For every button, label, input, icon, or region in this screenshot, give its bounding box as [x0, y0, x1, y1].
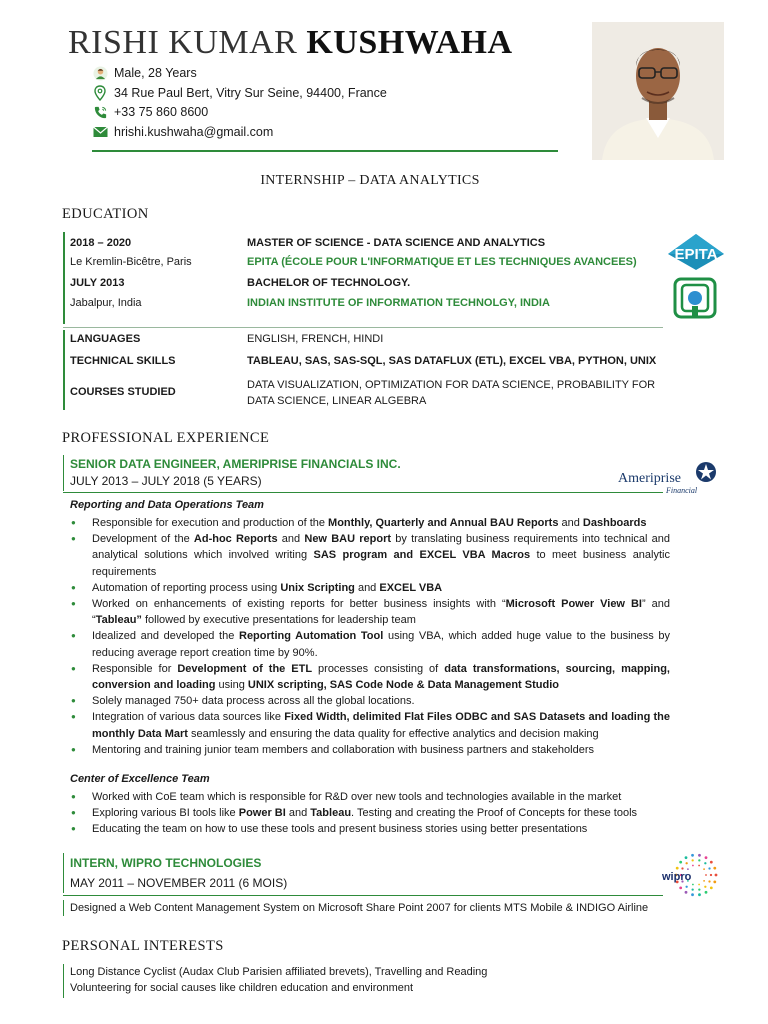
- first-name: RISHI KUMAR: [68, 24, 307, 61]
- job-left-bar: [63, 455, 64, 491]
- contact-address: 34 Rue Paul Bert, Vitry Sur Seine, 94400, France: [92, 84, 387, 102]
- wipro-logo-dot: [685, 856, 688, 859]
- skills-value: ENGLISH, FRENCH, HINDI: [247, 333, 384, 345]
- skills-label: TECHNICAL SKILLS: [70, 355, 176, 367]
- edu-period: JULY 2013: [70, 277, 125, 289]
- location-pin-icon: [92, 85, 108, 101]
- list-item: ● Idealized and developed the Reporting Automation Tool using VBA, which added huge value to the business by reducing average report creation time by 90%.: [70, 628, 670, 660]
- list-item: ● Mentoring and training junior team members and collaboration with business partners and stakeholders: [70, 742, 670, 758]
- wipro-logo-dot: [704, 886, 706, 888]
- education-heading: EDUCATION: [62, 206, 149, 222]
- wipro-logo-dot: [692, 859, 694, 861]
- job-dates: JULY 2013 – JULY 2018 (5 YEARS): [70, 474, 262, 488]
- svg-text:EPITA: EPITA: [674, 246, 718, 263]
- wipro-logo: [660, 852, 720, 898]
- wipro-logo-dot: [715, 874, 718, 877]
- objective-title: INTERNSHIP – DATA ANALYTICS: [260, 173, 480, 188]
- wipro-logo-dot: [704, 862, 706, 864]
- wipro-logo-dot: [698, 859, 700, 861]
- wipro-logo-dot: [681, 867, 683, 869]
- interests-heading: PERSONAL INTERESTS: [62, 938, 224, 954]
- epita-logo: [666, 232, 726, 272]
- wipro-logo-dot: [698, 893, 701, 896]
- skills-label: LANGUAGES: [70, 333, 141, 345]
- wipro-logo-dot: [713, 880, 716, 883]
- phone-icon: [92, 104, 108, 120]
- svg-text:Ameriprise: Ameriprise: [618, 471, 681, 486]
- edu-degree: BACHELOR OF TECHNOLOGY.: [247, 277, 411, 289]
- wipro-logo-dot: [698, 854, 701, 857]
- edu-degree: MASTER OF SCIENCE - DATA SCIENCE AND ANALYTICS: [247, 237, 546, 249]
- wipro-logo-dot: [705, 874, 707, 876]
- wipro-logo-dot: [687, 868, 689, 870]
- list-item: ● Exploring various BI tools like Power BI and Tableau. Testing and creating the Proof of Concepts for these tools: [70, 805, 670, 821]
- wipro-logo-dot: [710, 886, 713, 889]
- edu-school: INDIAN INSTITUTE OF INFORMATION TECHNOLGY, INDIA: [247, 297, 550, 309]
- job-description: Designed a Web Content Management System on Microsoft Share Point 2007 for clients MTS Mobile & INDIGO Airline: [70, 902, 649, 914]
- experience-heading: PROFESSIONAL EXPERIENCE: [62, 430, 270, 446]
- education-left-bar: [63, 232, 65, 324]
- email-icon: [92, 124, 108, 140]
- list-item: ● Responsible for execution and production of the Monthly, Quarterly and Annual BAU Reports and Dashboards: [70, 515, 670, 531]
- contact-email: [92, 123, 273, 141]
- skills-left-bar: [63, 330, 65, 410]
- wipro-logo-dot: [685, 886, 687, 888]
- wipro-logo-dot: [705, 891, 708, 894]
- wipro-logo-dot: [685, 862, 687, 864]
- wipro-logo-dot: [692, 865, 694, 867]
- wipro-logo-dot: [692, 884, 694, 886]
- job-left-bar: [63, 853, 64, 893]
- list-item: ● Worked with CoE team which is responsible for R&D over new tools and technologies available in the market: [70, 789, 670, 805]
- email-link[interactable]: hrishi.kushwaha@gmail.com: [114, 125, 274, 139]
- list-item: ● Responsible for Development of the ETL processes consisting of data transformations, sourcing, mapping, conversion and loading using UNIX scripting, SAS Code Node & Data Management Studio: [70, 661, 670, 693]
- edu-place: Jabalpur, India: [70, 297, 142, 309]
- ameriprise-logo: [618, 460, 718, 496]
- person-icon: [92, 65, 108, 81]
- job-title: SENIOR DATA ENGINEER, AMERIPRISE FINANCIALS INC.: [70, 457, 401, 471]
- wipro-logo-dot: [685, 891, 688, 894]
- list-item: ● Worked on enhancements of existing reports for better business insights with “Microsoft Power View BI” and “Tableau” followed by executive presentations for leadership team: [70, 596, 670, 628]
- wipro-logo-dot: [703, 880, 705, 882]
- wipro-logo-dot: [679, 861, 682, 864]
- skills-label: COURSES STUDIED: [70, 386, 176, 398]
- wipro-logo-dot: [692, 888, 694, 890]
- job1-team1-bullets: [70, 515, 670, 758]
- list-item: ● Development of the Ad-hoc Reports and New BAU report by translating business requirements into technical and analytical solutions which involved writing SAS program and EXCEL VBA Macros to meet business analytic requirements: [70, 531, 670, 580]
- wipro-logo-dot: [703, 868, 705, 870]
- edu-period: 2018 – 2020: [70, 237, 132, 249]
- profile-photo: [592, 22, 724, 160]
- list-item: ● Integration of various data sources like Fixed Width, delimited Flat Files ODBC and SAS Datasets and loading the monthly Data Mart seamlessly and ensuring the data quality for effective analytics and decision making: [70, 709, 670, 741]
- edu-school: EPITA (ÉCOLE POUR L'INFORMATIQUE ET LES TECHNIQUES AVANCEES): [247, 256, 637, 268]
- education-divider: [63, 327, 663, 328]
- wipro-logo-dot: [698, 884, 700, 886]
- wipro-logo-dot: [705, 856, 708, 859]
- contact-gender-age: Male, 28 Years: [92, 64, 197, 82]
- skills-value: DATA VISUALIZATION, OPTIMIZATION FOR DATA SCIENCE, PROBABILITY FOR DATA SCIENCE, LINEAR ALGEBRA: [247, 379, 656, 407]
- last-name: KUSHWAHA: [306, 24, 513, 61]
- team-name: Center of Excellence Team: [70, 773, 210, 785]
- edu-place: Le Kremlin-Bicêtre, Paris: [70, 256, 192, 268]
- list-item: ● Automation of reporting process using Unix Scripting and EXCEL VBA: [70, 580, 670, 596]
- desc-left-bar: [63, 900, 64, 916]
- wipro-logo-dot: [713, 867, 716, 870]
- list-item: ● Solely managed 750+ data process across all the global locations.: [70, 693, 670, 709]
- list-item: ● Educating the team on how to use these tools and present business stories using better presentations: [70, 821, 670, 837]
- svg-text:wipro: wipro: [662, 871, 692, 883]
- interests-left-bar: [63, 964, 64, 998]
- iiit-logo: [672, 276, 718, 320]
- job-divider: [63, 492, 663, 493]
- skills-value: TABLEAU, SAS, SAS-SQL, SAS DATAFLUX (ETL), EXCEL VBA, PYTHON, UNIX: [247, 355, 657, 367]
- interest-line: Long Distance Cyclist (Audax Club Parisien affiliated brevets), Travelling and Reading: [70, 966, 488, 978]
- wipro-logo-dot: [698, 888, 700, 890]
- wipro-logo-dot: [708, 867, 710, 869]
- wipro-logo-dot: [710, 861, 713, 864]
- wipro-logo-dot: [710, 874, 712, 876]
- job-title: INTERN, WIPRO TECHNOLOGIES: [70, 856, 262, 870]
- wipro-logo-dot: [676, 867, 679, 870]
- header-divider: [92, 150, 558, 152]
- wipro-logo-dot: [679, 886, 682, 889]
- wipro-logo-dot: [691, 893, 694, 896]
- interest-line: Volunteering for social causes like children education and environment: [70, 982, 414, 994]
- contact-phone: +33 75 860 8600: [92, 103, 208, 121]
- job-divider: [63, 895, 663, 896]
- candidate-name: [68, 24, 513, 62]
- job1-team2-bullets: [70, 789, 670, 838]
- svg-text:Financial: Financial: [666, 486, 698, 495]
- wipro-logo-dot: [698, 865, 700, 867]
- team-name: Reporting and Data Operations Team: [70, 499, 264, 511]
- wipro-logo-dot: [691, 854, 694, 857]
- wipro-logo-dot: [708, 880, 710, 882]
- job-dates: MAY 2011 – NOVEMBER 2011 (6 MOIS): [70, 876, 288, 890]
